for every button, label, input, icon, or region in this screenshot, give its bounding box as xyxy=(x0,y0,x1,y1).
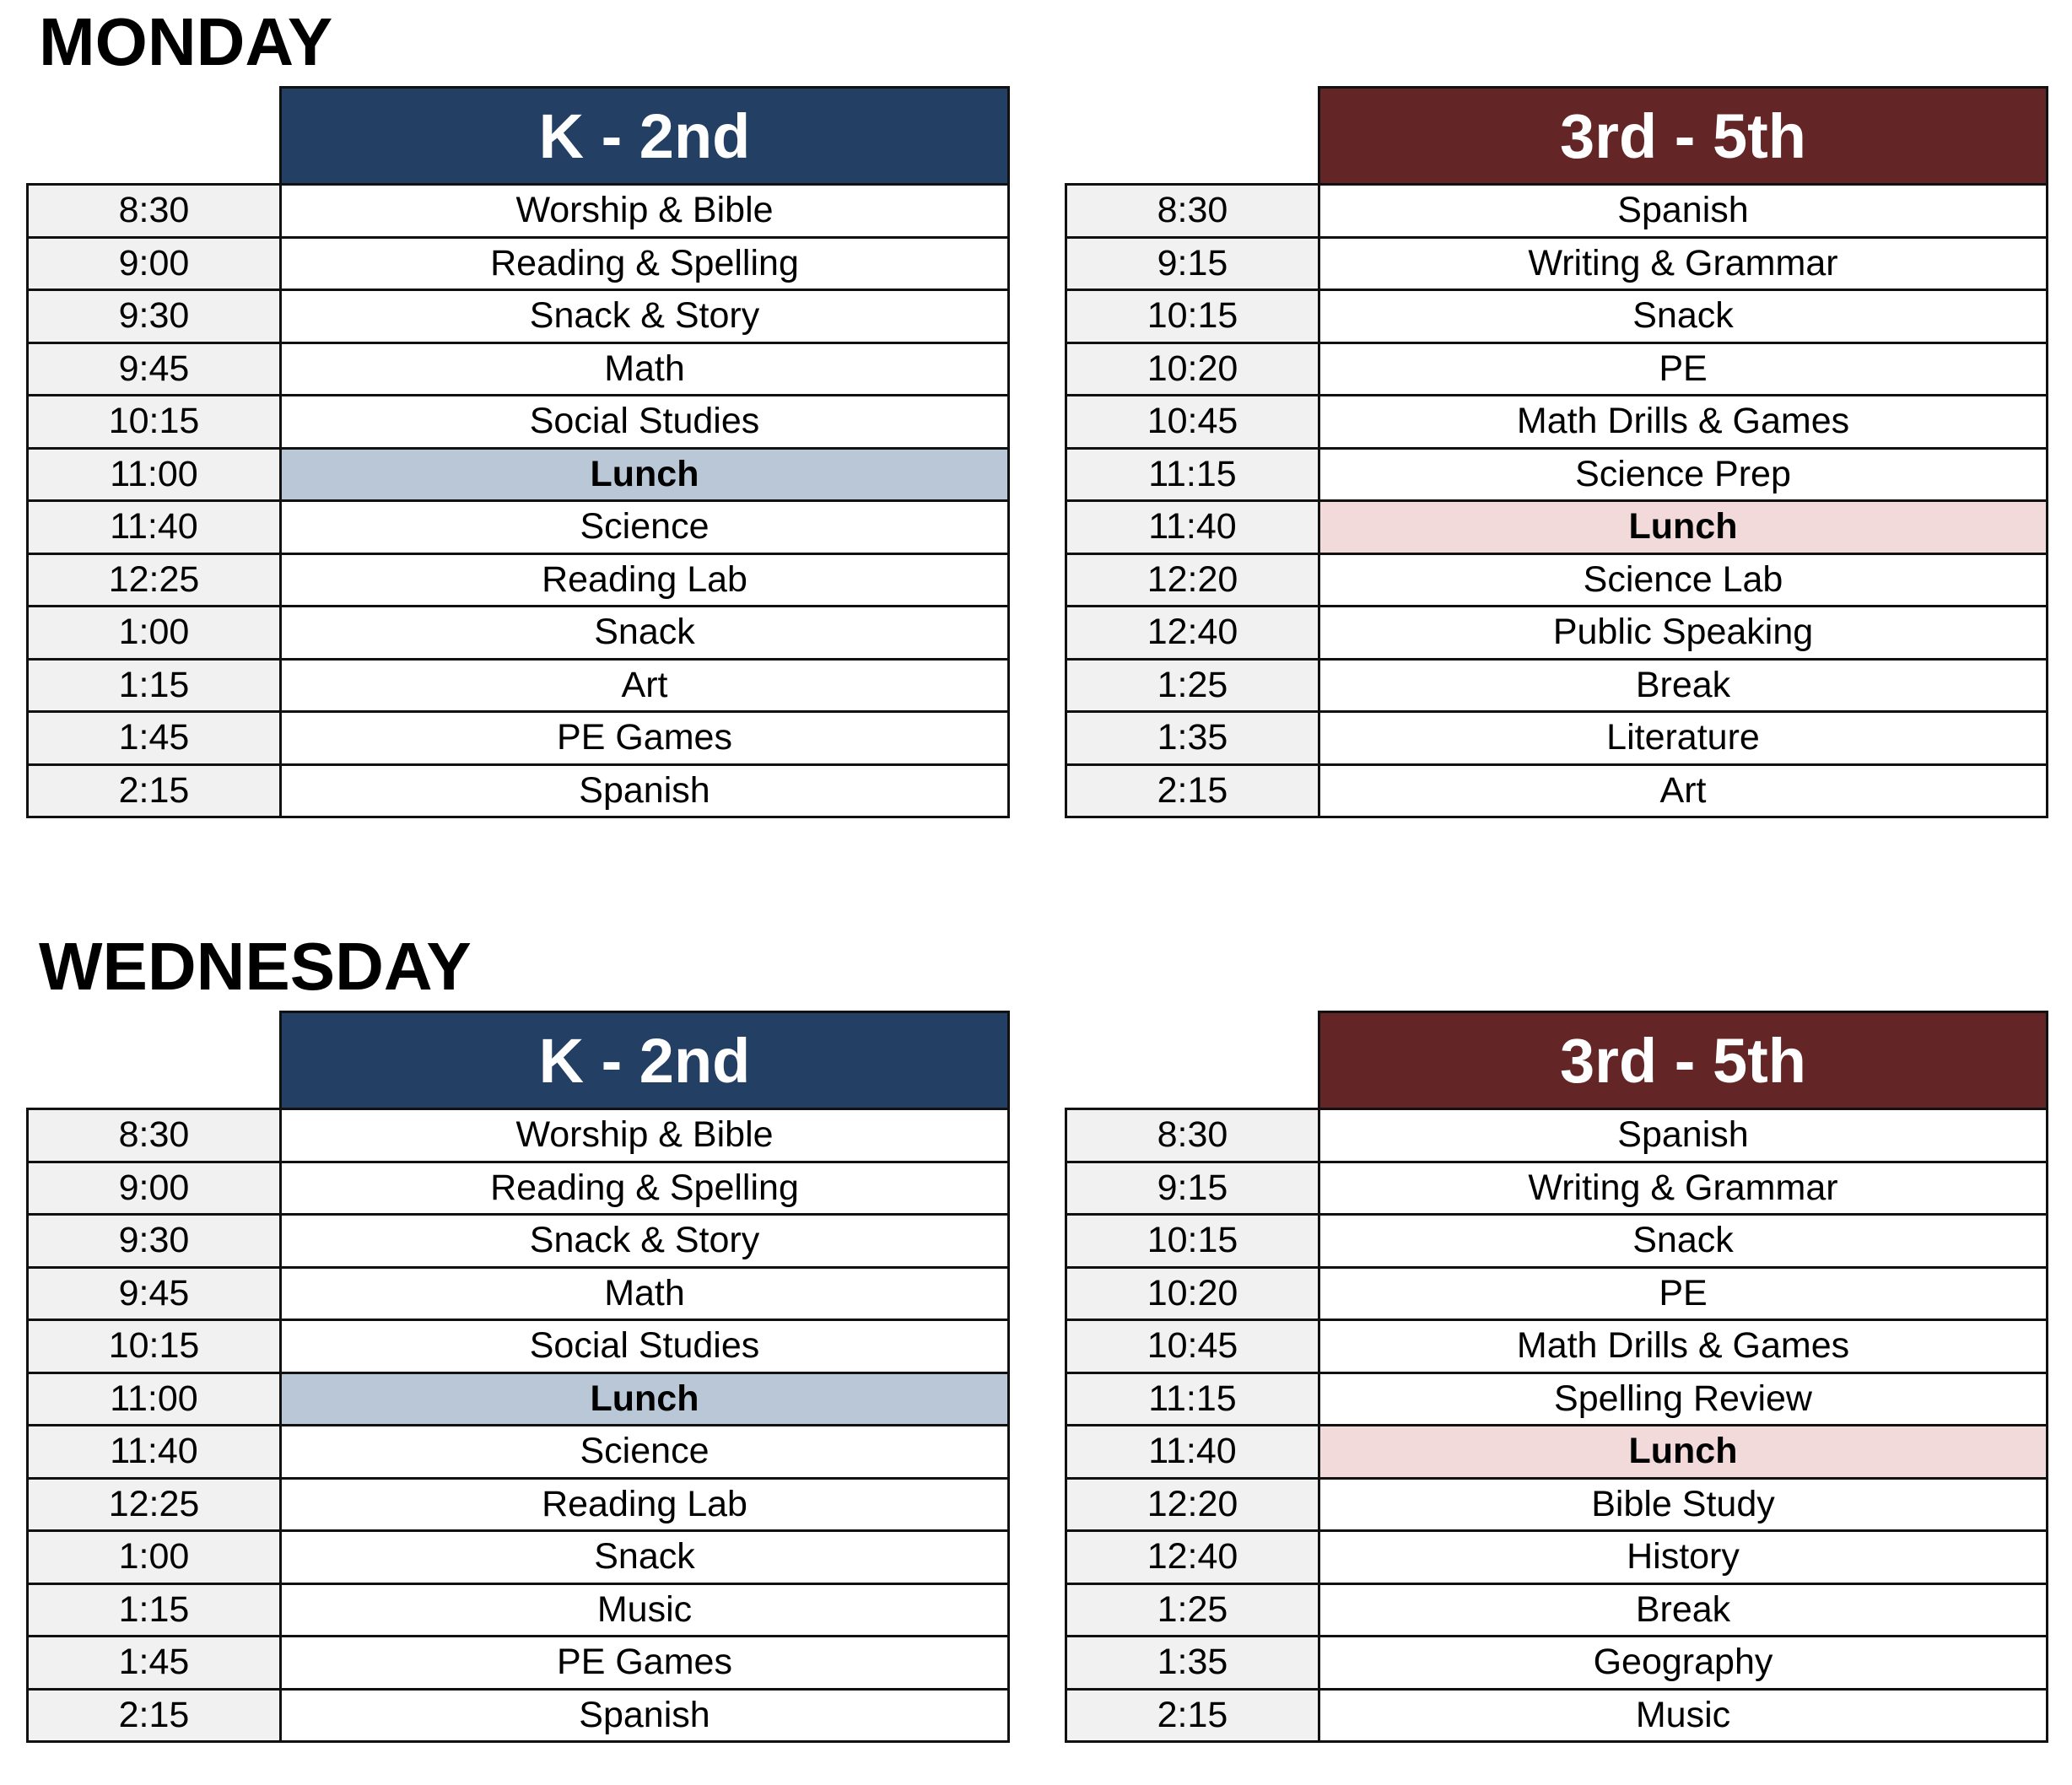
subject-cell: Math xyxy=(281,1267,1009,1320)
schedule-row xyxy=(1066,1109,2048,1162)
time-cell: 2:15 xyxy=(1066,1689,1319,1742)
time-cell: 10:45 xyxy=(1066,396,1319,449)
time-cell: 10:20 xyxy=(1066,1267,1319,1320)
time-cell: 8:30 xyxy=(28,1109,281,1162)
subject-cell: Break xyxy=(1319,659,2048,712)
time-cell: 9:30 xyxy=(28,1215,281,1268)
schedule-row xyxy=(1066,237,2048,290)
schedule-row xyxy=(1066,1689,2048,1742)
monday-k2-schedule-table xyxy=(26,86,1010,818)
time-cell: 10:15 xyxy=(28,1320,281,1373)
subject-cell: PE Games xyxy=(281,1637,1009,1690)
schedule-row xyxy=(28,1426,1009,1479)
day-title-monday: MONDAY xyxy=(39,4,333,79)
schedule-row xyxy=(1066,448,2048,501)
time-cell: 11:00 xyxy=(28,448,281,501)
time-cell: 11:00 xyxy=(28,1372,281,1426)
subject-cell: Math xyxy=(281,342,1009,396)
header-spacer xyxy=(28,88,281,185)
time-cell: 12:25 xyxy=(28,1478,281,1531)
schedule-row xyxy=(28,1109,1009,1162)
time-cell: 2:15 xyxy=(28,764,281,817)
time-cell: 1:00 xyxy=(28,1531,281,1584)
time-cell: 11:40 xyxy=(1066,1426,1319,1479)
subject-cell: Snack xyxy=(281,607,1009,660)
subject-cell: PE Games xyxy=(281,712,1009,765)
subject-cell: Snack xyxy=(1319,290,2048,343)
subject-cell: Public Speaking xyxy=(1319,607,2048,660)
subject-cell: Reading & Spelling xyxy=(281,1162,1009,1215)
schedule-row xyxy=(28,1689,1009,1742)
subject-cell: Spanish xyxy=(1319,1109,2048,1162)
monday-35-schedule-table xyxy=(1065,86,2048,818)
subject-cell: Break xyxy=(1319,1583,2048,1637)
schedule-row xyxy=(1066,342,2048,396)
time-cell: 10:15 xyxy=(1066,1215,1319,1268)
schedule-rows xyxy=(28,185,1009,817)
schedule-row xyxy=(1066,659,2048,712)
schedule-row xyxy=(1066,553,2048,607)
schedule-row xyxy=(1066,1478,2048,1531)
time-cell: 10:20 xyxy=(1066,342,1319,396)
schedule-row xyxy=(28,448,1009,501)
header-spacer xyxy=(1066,1012,1319,1109)
schedule-rows xyxy=(1066,1109,2048,1742)
schedule-row xyxy=(1066,501,2048,554)
time-cell: 11:40 xyxy=(28,1426,281,1479)
time-cell: 9:00 xyxy=(28,1162,281,1215)
subject-cell: Reading & Spelling xyxy=(281,237,1009,290)
schedule-row xyxy=(28,1531,1009,1584)
schedule-row xyxy=(1066,1583,2048,1637)
schedule-row xyxy=(28,607,1009,660)
time-cell: 8:30 xyxy=(1066,185,1319,238)
time-cell: 1:15 xyxy=(28,1583,281,1637)
time-cell: 9:15 xyxy=(1066,237,1319,290)
time-cell: 9:45 xyxy=(28,1267,281,1320)
schedule-row xyxy=(28,1267,1009,1320)
subject-cell: Worship & Bible xyxy=(281,1109,1009,1162)
schedule-row xyxy=(1066,712,2048,765)
subject-cell: Spelling Review xyxy=(1319,1372,2048,1426)
schedule-row xyxy=(1066,1215,2048,1268)
subject-cell: Art xyxy=(281,659,1009,712)
schedule-row xyxy=(28,237,1009,290)
time-cell: 8:30 xyxy=(1066,1109,1319,1162)
subject-cell: Social Studies xyxy=(281,1320,1009,1373)
time-cell: 9:30 xyxy=(28,290,281,343)
time-cell: 1:25 xyxy=(1066,659,1319,712)
subject-cell: Writing & Grammar xyxy=(1319,1162,2048,1215)
wednesday-35-schedule-table xyxy=(1065,1011,2048,1743)
time-cell: 12:40 xyxy=(1066,1531,1319,1584)
lunch-cell: Lunch xyxy=(1319,501,2048,554)
schedule-row xyxy=(1066,290,2048,343)
subject-cell: Social Studies xyxy=(281,396,1009,449)
subject-cell: Music xyxy=(281,1583,1009,1637)
time-cell: 2:15 xyxy=(1066,764,1319,817)
schedule-row xyxy=(1066,1372,2048,1426)
subject-cell: Literature xyxy=(1319,712,2048,765)
time-cell: 11:15 xyxy=(1066,1372,1319,1426)
time-cell: 1:45 xyxy=(28,712,281,765)
time-cell: 11:40 xyxy=(28,501,281,554)
subject-cell: Science xyxy=(281,501,1009,554)
subject-cell: Art xyxy=(1319,764,2048,817)
schedule-row xyxy=(28,1372,1009,1426)
subject-cell: Snack & Story xyxy=(281,290,1009,343)
schedule-row xyxy=(28,185,1009,238)
time-cell: 11:15 xyxy=(1066,448,1319,501)
subject-cell: History xyxy=(1319,1531,2048,1584)
subject-cell: Snack xyxy=(1319,1215,2048,1268)
schedule-row xyxy=(28,1215,1009,1268)
subject-cell: Snack xyxy=(281,1531,1009,1584)
schedule-row xyxy=(1066,396,2048,449)
schedule-rows xyxy=(1066,185,2048,817)
grade-header-35: 3rd - 5th xyxy=(1319,1012,2048,1109)
time-cell: 9:45 xyxy=(28,342,281,396)
time-cell: 12:25 xyxy=(28,553,281,607)
time-cell: 1:00 xyxy=(28,607,281,660)
subject-cell: Science xyxy=(281,1426,1009,1479)
day-title-wednesday: WEDNESDAY xyxy=(39,929,472,1004)
time-cell: 1:25 xyxy=(1066,1583,1319,1637)
schedule-row xyxy=(1066,1531,2048,1584)
schedule-row xyxy=(28,1478,1009,1531)
schedule-row xyxy=(28,764,1009,817)
schedule-row xyxy=(28,396,1009,449)
time-cell: 1:35 xyxy=(1066,1637,1319,1690)
time-cell: 10:45 xyxy=(1066,1320,1319,1373)
time-cell: 12:40 xyxy=(1066,607,1319,660)
schedule-row xyxy=(1066,1637,2048,1690)
subject-cell: Geography xyxy=(1319,1637,2048,1690)
subject-cell: Math Drills & Games xyxy=(1319,396,2048,449)
subject-cell: Science Lab xyxy=(1319,553,2048,607)
lunch-cell: Lunch xyxy=(1319,1426,2048,1479)
time-cell: 12:20 xyxy=(1066,1478,1319,1531)
grade-header-35: 3rd - 5th xyxy=(1319,88,2048,185)
schedule-row xyxy=(28,342,1009,396)
subject-cell: PE xyxy=(1319,342,2048,396)
time-cell: 10:15 xyxy=(28,396,281,449)
lunch-cell: Lunch xyxy=(281,448,1009,501)
schedule-row xyxy=(1066,1162,2048,1215)
schedule-row xyxy=(1066,1267,2048,1320)
time-cell: 1:35 xyxy=(1066,712,1319,765)
schedule-row xyxy=(28,553,1009,607)
time-cell: 12:20 xyxy=(1066,553,1319,607)
header-spacer xyxy=(1066,88,1319,185)
lunch-cell: Lunch xyxy=(281,1372,1009,1426)
grade-header-k2: K - 2nd xyxy=(281,88,1009,185)
schedule-row xyxy=(1066,1426,2048,1479)
schedule-row xyxy=(28,659,1009,712)
subject-cell: Reading Lab xyxy=(281,553,1009,607)
schedule-row xyxy=(28,712,1009,765)
time-cell: 1:45 xyxy=(28,1637,281,1690)
schedule-rows xyxy=(28,1109,1009,1742)
time-cell: 11:40 xyxy=(1066,501,1319,554)
subject-cell: PE xyxy=(1319,1267,2048,1320)
subject-cell: Math Drills & Games xyxy=(1319,1320,2048,1373)
time-cell: 1:15 xyxy=(28,659,281,712)
wednesday-k2-schedule-table xyxy=(26,1011,1010,1743)
time-cell: 8:30 xyxy=(28,185,281,238)
subject-cell: Snack & Story xyxy=(281,1215,1009,1268)
schedule-row xyxy=(28,501,1009,554)
subject-cell: Spanish xyxy=(281,1689,1009,1742)
subject-cell: Music xyxy=(1319,1689,2048,1742)
schedule-row xyxy=(1066,764,2048,817)
header-spacer xyxy=(28,1012,281,1109)
time-cell: 2:15 xyxy=(28,1689,281,1742)
schedule-row xyxy=(28,1583,1009,1637)
subject-cell: Science Prep xyxy=(1319,448,2048,501)
subject-cell: Reading Lab xyxy=(281,1478,1009,1531)
schedule-row xyxy=(1066,185,2048,238)
schedule-row xyxy=(1066,607,2048,660)
schedule-row xyxy=(28,1162,1009,1215)
subject-cell: Spanish xyxy=(281,764,1009,817)
grade-header-k2: K - 2nd xyxy=(281,1012,1009,1109)
schedule-row xyxy=(28,290,1009,343)
time-cell: 9:15 xyxy=(1066,1162,1319,1215)
subject-cell: Writing & Grammar xyxy=(1319,237,2048,290)
schedule-row xyxy=(1066,1320,2048,1373)
schedule-row xyxy=(28,1320,1009,1373)
subject-cell: Bible Study xyxy=(1319,1478,2048,1531)
time-cell: 10:15 xyxy=(1066,290,1319,343)
subject-cell: Spanish xyxy=(1319,185,2048,238)
time-cell: 9:00 xyxy=(28,237,281,290)
subject-cell: Worship & Bible xyxy=(281,185,1009,238)
schedule-row xyxy=(28,1637,1009,1690)
